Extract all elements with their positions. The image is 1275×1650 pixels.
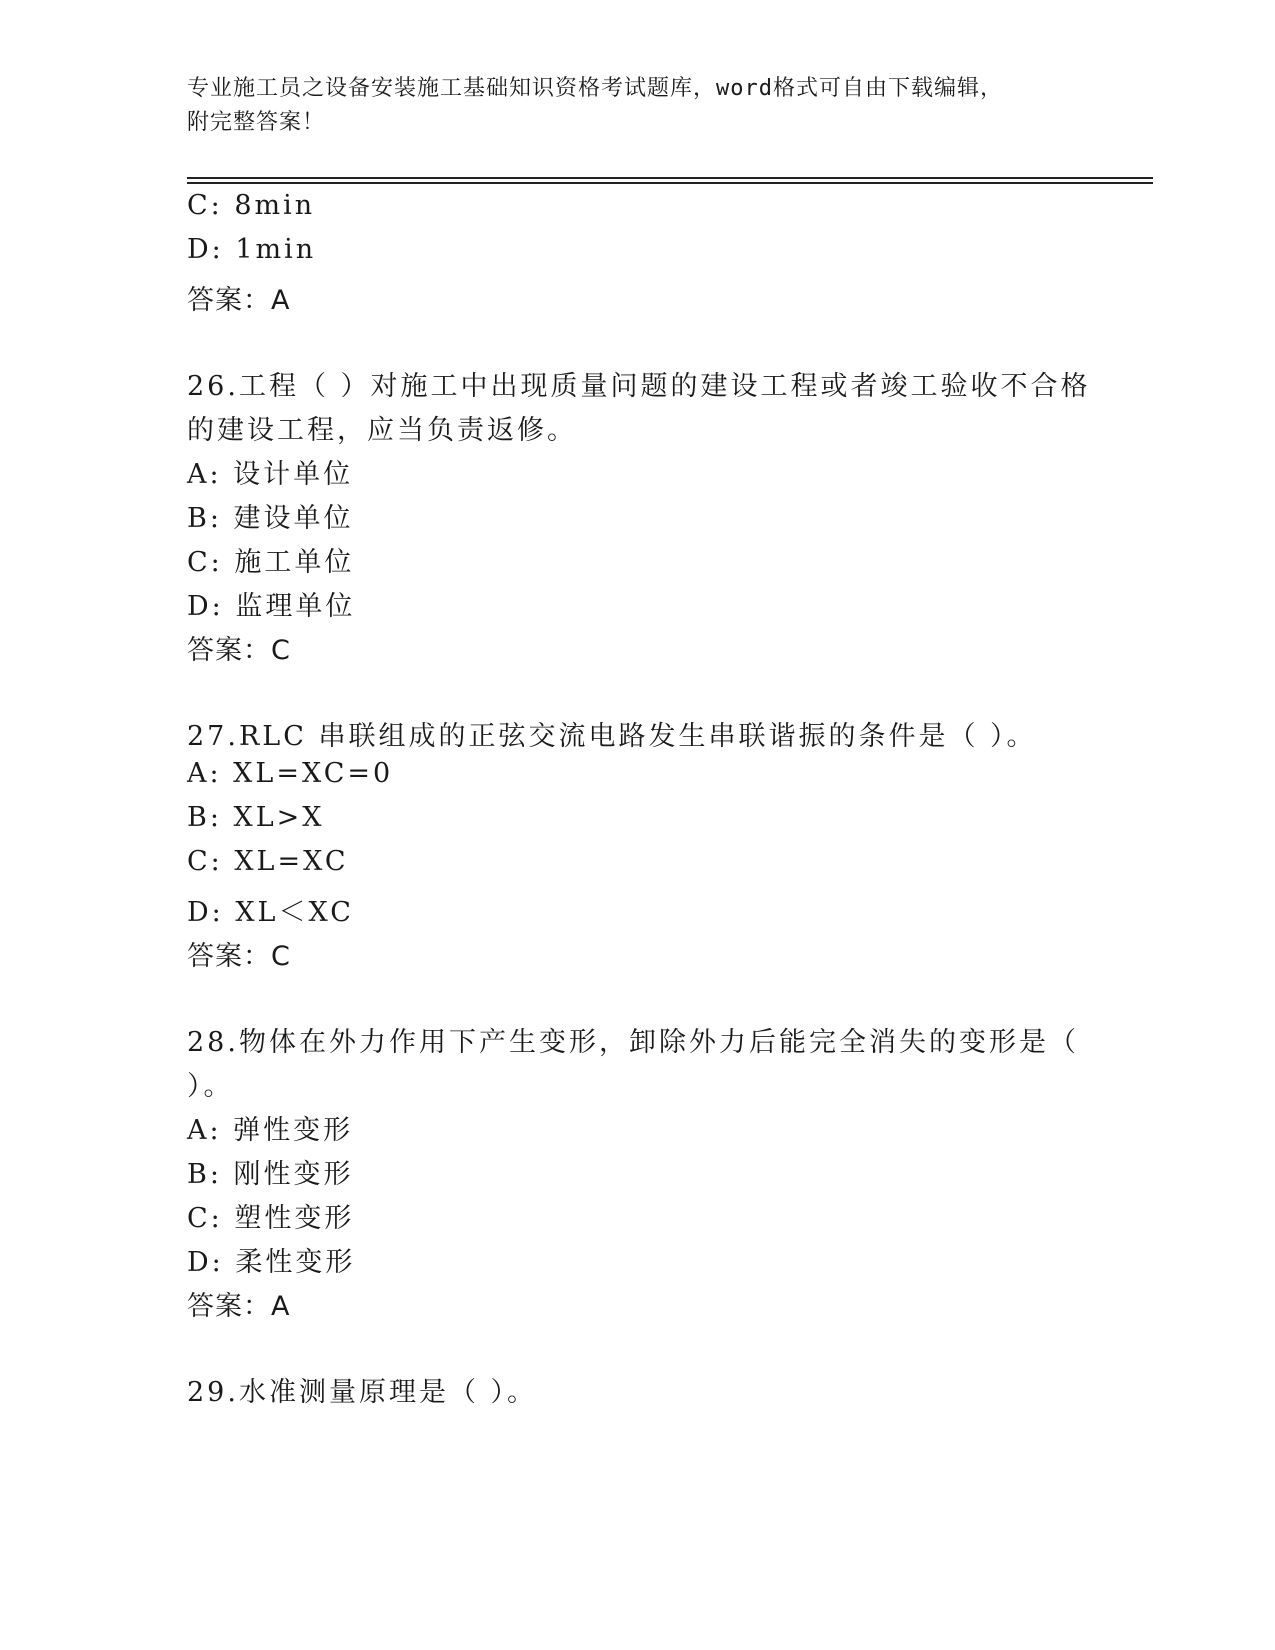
q29-stem: 29.水准测量原理是（ ）。 xyxy=(187,1377,538,1408)
q26-stem-line-2: 的建设工程，应当负责返修。 xyxy=(187,415,577,446)
q27-option-c: C: XL=XC xyxy=(187,846,349,877)
q28-answer: 答案：A xyxy=(187,1291,291,1322)
q26-answer: 答案：C xyxy=(187,635,291,666)
q25-option-d: D: 1min xyxy=(187,234,317,265)
q26-option-d: D: 监理单位 xyxy=(187,591,356,622)
q27-option-d: D: XL＜XC xyxy=(187,897,354,928)
page-header xyxy=(187,72,1067,140)
q25-option-c: C: 8min xyxy=(187,190,316,221)
q28-stem-line-1: 28.物体在外力作用下产生变形，卸除外力后能完全消失的变形是（ xyxy=(187,1027,1079,1058)
q28-option-d: D: 柔性变形 xyxy=(187,1247,356,1278)
q28-option-c: C: 塑性变形 xyxy=(187,1203,355,1234)
q28-option-a: A: 弹性变形 xyxy=(187,1115,354,1146)
q26-option-c: C: 施工单位 xyxy=(187,547,355,578)
q27-stem: 27.RLC 串联组成的正弦交流电路发生串联谐振的条件是（ ）。 xyxy=(187,721,1037,752)
q25-answer: 答案：A xyxy=(187,285,291,316)
header-line-1: 专业施工员之设备安装施工基础知识资格考试题库，word格式可自由下载编辑， xyxy=(187,76,1003,101)
q26-option-b: B: 建设单位 xyxy=(187,503,354,534)
q27-option-b: B: XL>X xyxy=(187,802,325,833)
q26-stem-line-1: 26.工程（ ）对施工中出现质量问题的建设工程或者竣工验收不合格 xyxy=(187,371,1091,402)
q28-stem-line-2: ）。 xyxy=(187,1071,234,1102)
q27-answer: 答案：C xyxy=(187,941,291,972)
q27-option-a: A: XL=XC=0 xyxy=(187,758,394,789)
q26-option-a: A: 设计单位 xyxy=(187,459,354,490)
q28-option-b: B: 刚性变形 xyxy=(187,1159,354,1190)
header-line-2: 附完整答案！ xyxy=(187,110,326,135)
header-divider-top xyxy=(187,177,1153,179)
header-divider-bottom xyxy=(187,182,1153,184)
